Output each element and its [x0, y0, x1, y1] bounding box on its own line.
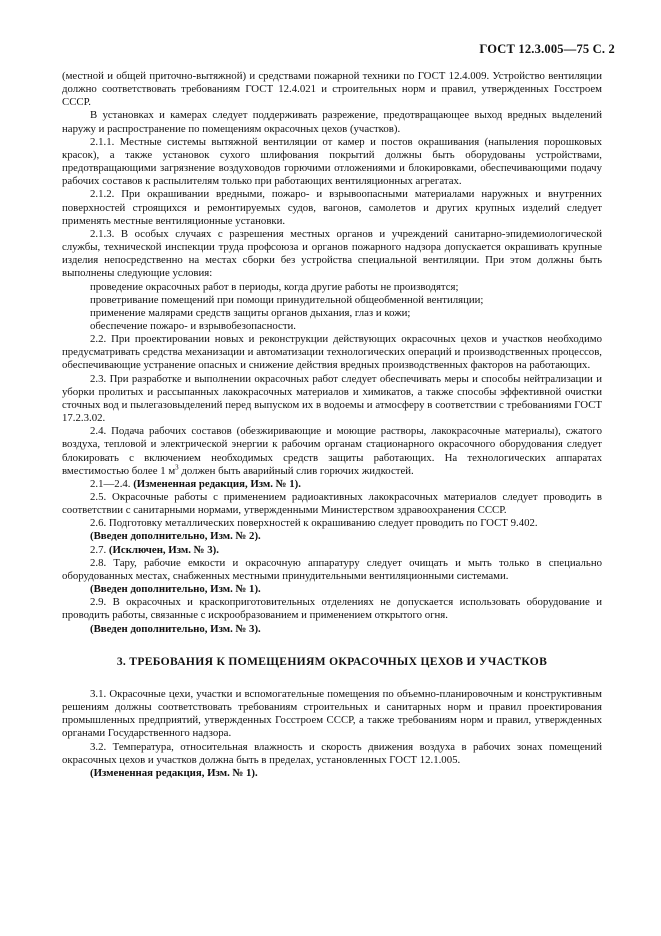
amendment-note: (Введен дополнительно, Изм. № 1). — [90, 583, 261, 596]
paragraph: 2.1.1. Местные системы вытяжной вентиляции от камер и постов окрашивания (напыления порошковых красок), а также установок сухого шлифования покрытий должны быть оборудованы устройствами, предотвращающими загрязнение воздуховодов горючими отложениями и блокировками, обеспечивающими подачу рабочих составов к распылителям только при работающих вентиляционных агрегатах. — [62, 135, 602, 188]
amendment-note: (Введен дополнительно, Изм. № 3). — [90, 622, 261, 635]
clause-number: 2.1—2.4. — [90, 477, 131, 490]
amendment-note: (Измененная редакция, Изм. № 1). — [90, 766, 258, 779]
paragraph: 2.6. Подготовку металлических поверхностей к окрашиванию следует проводить по ГОСТ 9.402. — [90, 517, 538, 530]
list-item: обеспечение пожаро- и взрывобезопасности. — [90, 319, 297, 332]
list-item: применение малярами средств защиты органов дыхания, глаз и кожи; — [90, 306, 411, 319]
paragraph: В установках и камерах следует поддерживать разрежение, предотвращающее выход вредных выделений наружу и распространение по помещениям окрасочных цехов (участков). — [62, 109, 602, 135]
amendment-note: (Измененная редакция, Изм. № 1). — [133, 477, 301, 490]
paragraph: 2.5. Окрасочные работы с применением радиоактивных лакокрасочных материалов следует проводить в соответствии с санитарными нормами, утвержденными Министерством здравоохранения СССР. — [62, 491, 602, 517]
paragraph: 2.3. При разработке и выполнении окрасочных работ следует обеспечивать меры и способы нейтрализации и уборки пролитых и рассыпанных лакокрасочных материалов и химикатов, а также способы эффективной очистки сточных вод и пылегазовыделений перед выпуском их в водоемы и атмосферу в соответствии с требованиями ГОСТ 17.2.3.02. — [62, 372, 602, 425]
paragraph-text: 2.4. Подача рабочих составов (обезжиривающие и моющие растворы, лакокрасочные материалы), сжатого воздуха, тепловой и электрической энергии к рабочим органам стационарного окрасочного оборудования следует блокировать с включением необходимых средств защиты работающих. На технологических аппаратах вместимостью более 1 м — [62, 425, 602, 477]
section-heading: 3. ТРЕБОВАНИЯ К ПОМЕЩЕНИЯМ ОКРАСОЧНЫХ ЦЕХОВ И УЧАСТКОВ — [116, 654, 548, 668]
paragraph: 2.1.3. В особых случаях с разрешения местных органов и учреждений санитарно-эпидемиологической службы, технической инспекции труда профсоюза и органов пожарного надзора допускается окрашивать крупные изделия непосредственно на местах сборки без устройства специальной вентиляции. При этом должны быть выполнены следующие условия: — [62, 227, 602, 280]
page-header: ГОСТ 12.3.005—75 С. 2 — [479, 42, 615, 56]
paragraph: 2.9. В окрасочных и краскоприготовительных отделениях не допускается использовать оборудование и проводить работы, связанные с искрообразованием и применением открытого огня. — [62, 596, 602, 622]
paragraph: (местной и общей приточно-вытяжной) и средствами пожарной техники по ГОСТ 12.4.009. Устройство вентиляции должно соответствовать требованиям ГОСТ 12.4.021 и строительных норм и правил, утвержденных Госстроем СССР. — [62, 70, 602, 109]
paragraph-text: должен быть аварийный слив горючих жидкостей. — [178, 464, 414, 477]
paragraph: 3.2. Температура, относительная влажность и скорость движения воздуха в рабочих зонах помещений окрасочных цехов и участков должна быть в пределах, установленных ГОСТ 12.1.005. — [62, 740, 602, 766]
superscript: 3 — [175, 463, 179, 472]
list-item: проведение окрасочных работ в периоды, когда другие работы не производятся; — [90, 280, 459, 293]
paragraph — [62, 425, 602, 478]
amendment-note: (Введен дополнительно, Изм. № 2). — [90, 530, 261, 543]
amendment-line — [62, 478, 602, 491]
document-body — [62, 70, 602, 780]
list-item: проветривание помещений при помощи принудительной общеобменной вентиляции; — [90, 293, 484, 306]
paragraph: 2.1.2. При окрашивании вредными, пожаро- и взрывоопасными материалами наружных и внутренних поверхностей строящихся и ремонтируемых судов, вагонов, самолетов и других крупных изделий следует применять местные вентиляционные установки. — [62, 188, 602, 227]
paragraph: 2.2. При проектировании новых и реконструкции действующих окрасочных цехов и участков необходимо предусматривать средства механизации и автоматизации технологических операций и производственных процессов, обеспечивающие устранение опасных и снижение действия вредных производственных факторов на работающих. — [62, 333, 602, 372]
amendment-line — [62, 544, 602, 557]
paragraph: 3.1. Окрасочные цехи, участки и вспомогательные помещения по объемно-планировочным и конструктивным решениям должны соответствовать требованиям строительных и санитарных норм и правил проектирования промышленных предприятий, утвержденных Госстроем СССР, а также требованиям норм и правил, утвержденных органами Государственного надзора. — [62, 687, 602, 740]
amendment-note: (Исключен, Изм. № 3). — [108, 543, 219, 556]
clause-number: 2.7. — [90, 543, 107, 556]
paragraph: 2.8. Тару, рабочие емкости и окрасочную аппаратуру следует очищать и мыть только в специально оборудованных местах, снабженных местными принудительными вентиляционными системами. — [62, 556, 602, 582]
